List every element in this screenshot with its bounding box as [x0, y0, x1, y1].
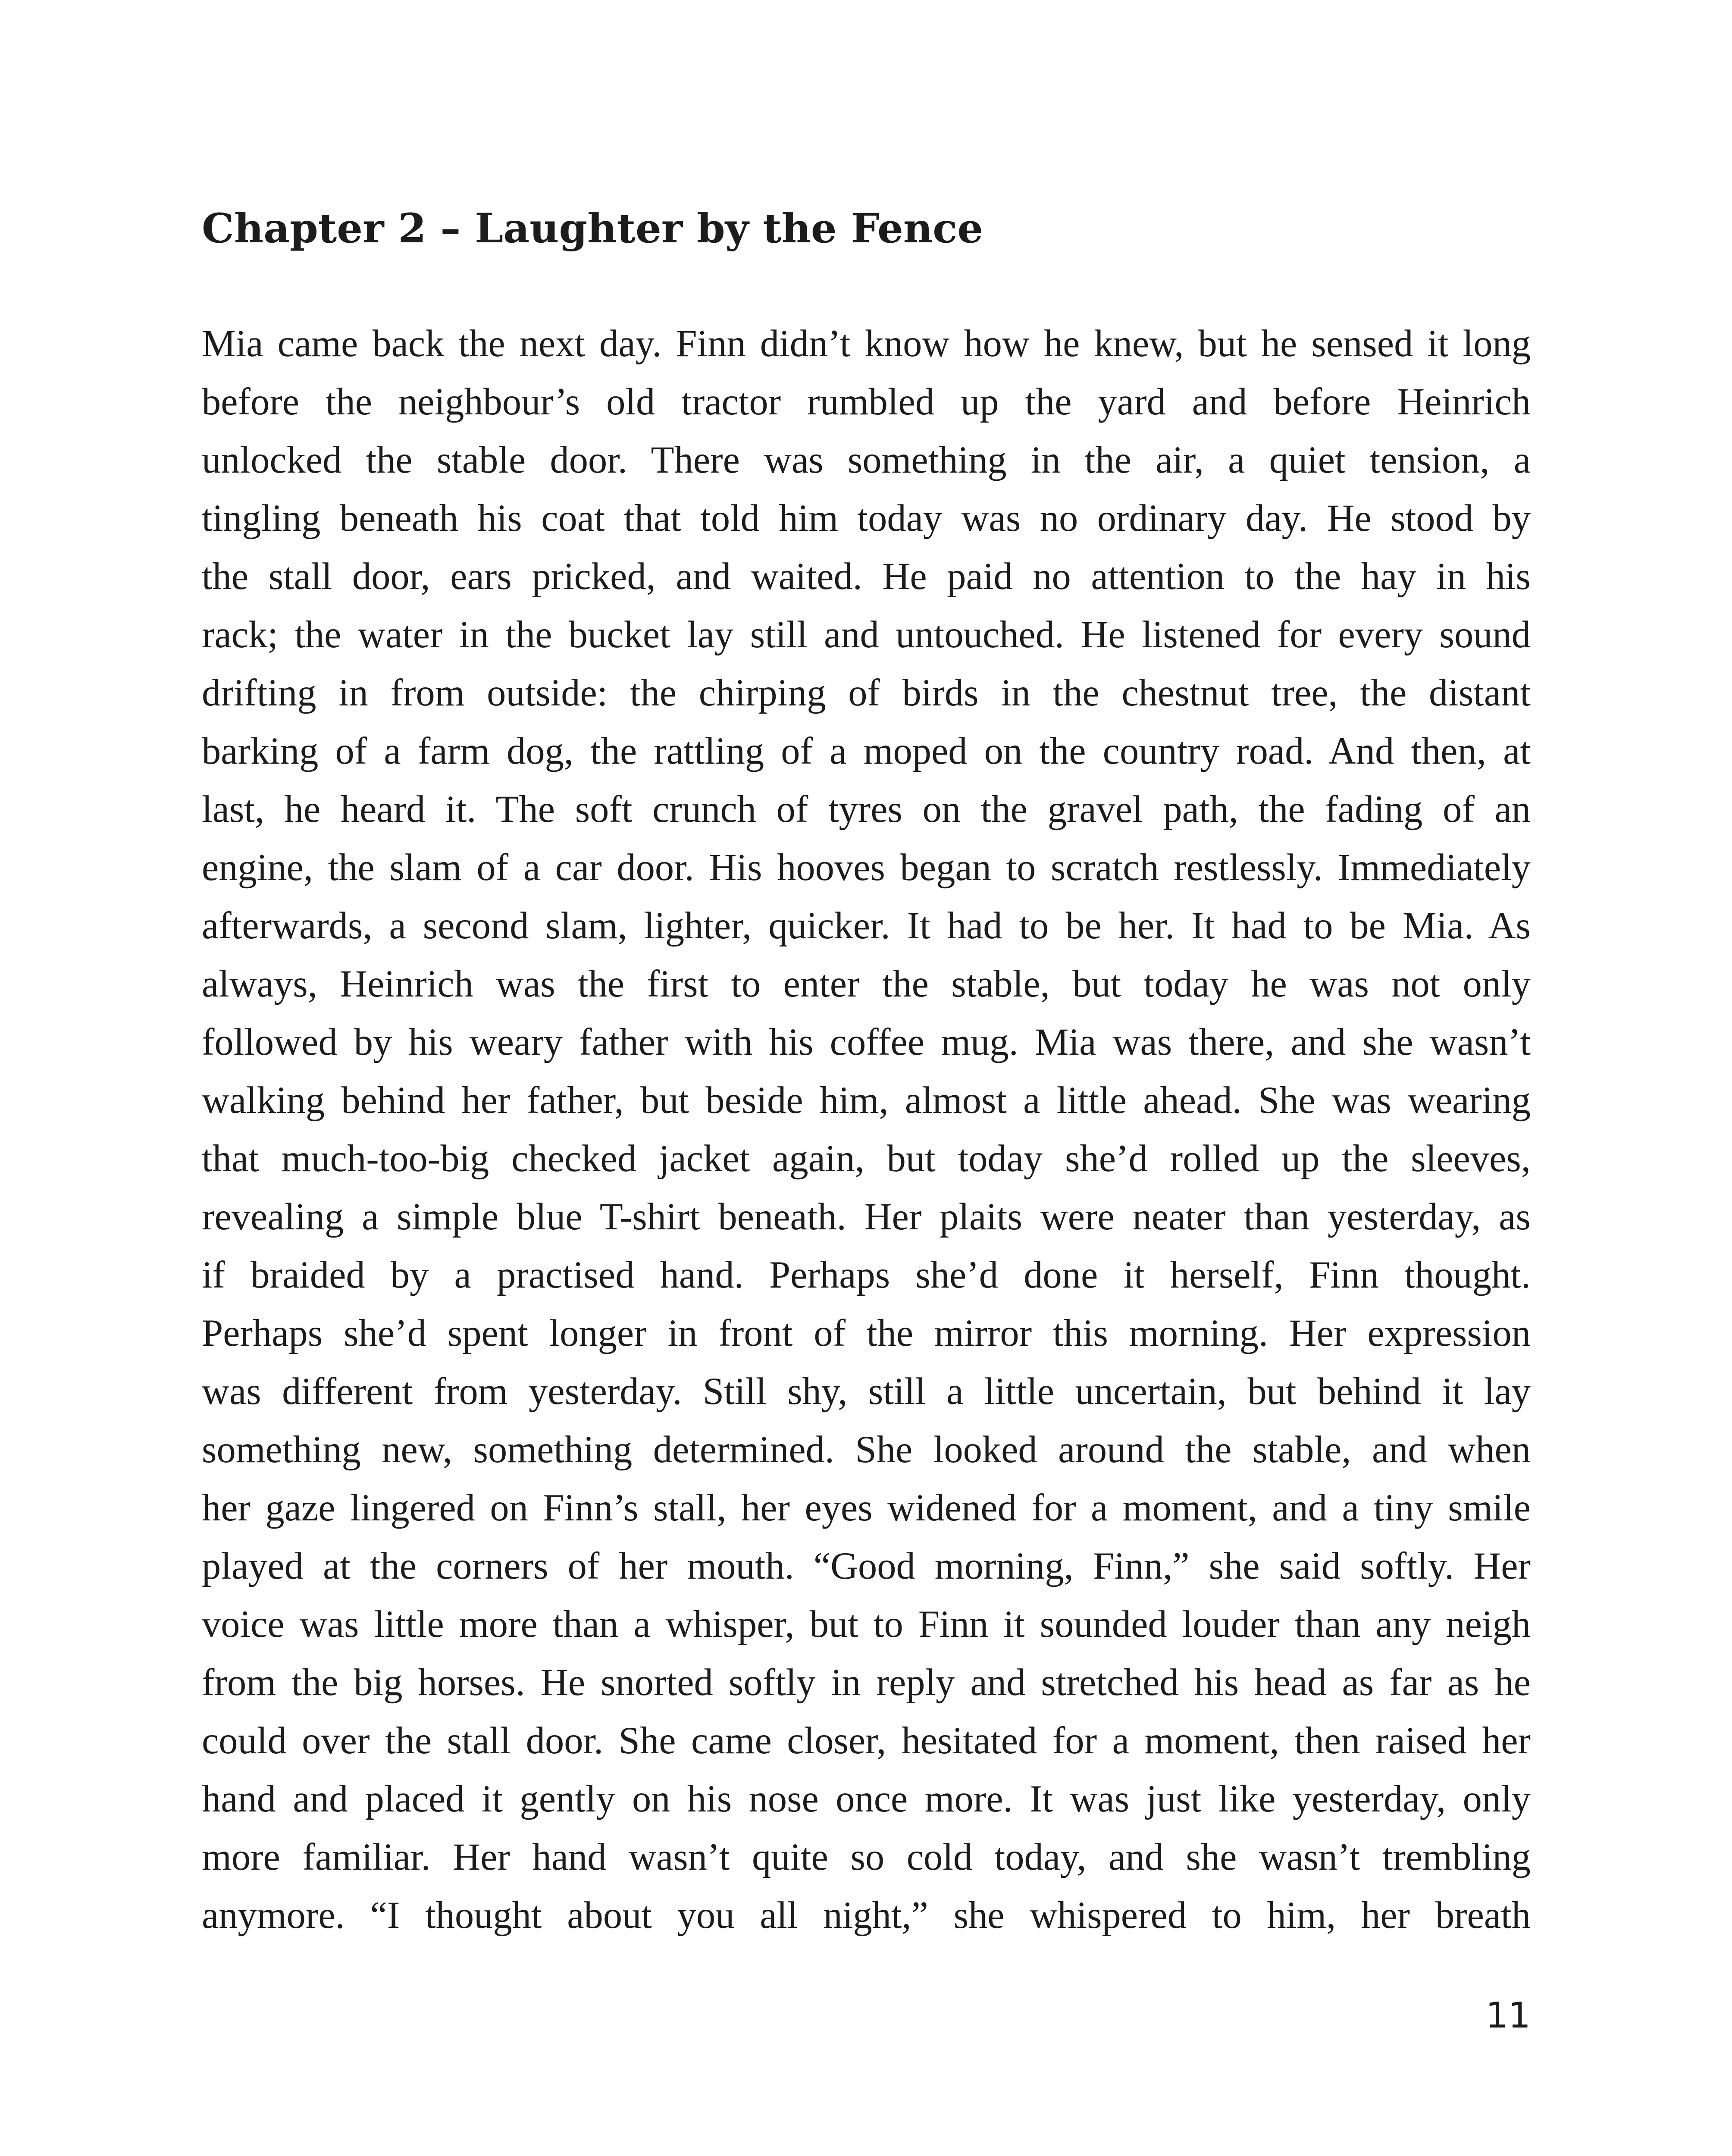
- text-line-25: could over the stall door. She came closer, hesitated for a moment, then raised her: [202, 1720, 1531, 1762]
- text-line-23: voice was little more than a whisper, but to Finn it sounded louder than any neigh: [202, 1603, 1531, 1645]
- text-line-16: revealing a simple blue T-shirt beneath. Her plaits were neater than yesterday, as: [202, 1196, 1531, 1238]
- text-line-6: rack; the water in the bucket lay still and untouched. He listened for every sound: [202, 614, 1531, 656]
- text-line-28: anymore. “I thought about you all night,” she whispered to him, her breath: [202, 1894, 1531, 1937]
- page-number: 11: [1485, 1995, 1531, 2036]
- text-line-20: something new, something determined. She looked around the stable, and when: [202, 1429, 1531, 1471]
- text-line-10: engine, the slam of a car door. His hooves began to scratch restlessly. Immediately: [202, 846, 1531, 889]
- text-line-24: from the big horses. He snorted softly in reply and stretched his head as far as he: [202, 1661, 1531, 1704]
- text-line-9: last, he heard it. The soft crunch of tyres on the gravel path, the fading of an: [202, 788, 1531, 830]
- text-line-8: barking of a farm dog, the rattling of a moped on the country road. And then, at: [202, 730, 1531, 772]
- text-line-18: Perhaps she’d spent longer in front of the mirror this morning. Her expression: [202, 1312, 1531, 1354]
- text-line-5: the stall door, ears pricked, and waited. He paid no attention to the hay in his: [202, 555, 1531, 598]
- text-line-27: more familiar. Her hand wasn’t quite so cold today, and she wasn’t trembling: [202, 1836, 1531, 1878]
- text-line-3: unlocked the stable door. There was something in the air, a quiet tension, a: [202, 439, 1531, 481]
- text-line-14: walking behind her father, but beside him, almost a little ahead. She was wearing: [202, 1079, 1531, 1122]
- text-line-22: played at the corners of her mouth. “Good morning, Finn,” she said softly. Her: [202, 1545, 1531, 1587]
- text-line-15: that much-too-big checked jacket again, but today she’d rolled up the sleeves,: [202, 1138, 1531, 1180]
- text-line-21: her gaze lingered on Finn’s stall, her eyes widened for a moment, and a tiny smile: [202, 1487, 1531, 1529]
- text-line-1: Mia came back the next day. Finn didn’t know how he knew, but he sensed it long: [202, 323, 1531, 365]
- body-paragraph: [202, 315, 1531, 1945]
- text-line-11: afterwards, a second slam, lighter, quicker. It had to be her. It had to be Mia. As: [202, 905, 1531, 947]
- text-line-7: drifting in from outside: the chirping of birds in the chestnut tree, the distant: [202, 672, 1531, 714]
- text-line-2: before the neighbour’s old tractor rumbled up the yard and before Heinrich: [202, 381, 1531, 423]
- text-line-12: always, Heinrich was the first to enter the stable, but today he was not only: [202, 963, 1531, 1005]
- text-line-17: if braided by a practised hand. Perhaps she’d done it herself, Finn thought.: [202, 1254, 1531, 1296]
- text-line-13: followed by his weary father with his coffee mug. Mia was there, and she wasn’t: [202, 1021, 1531, 1063]
- text-line-26: hand and placed it gently on his nose once more. It was just like yesterday, only: [202, 1778, 1531, 1820]
- text-line-19: was different from yesterday. Still shy, still a little uncertain, but behind it lay: [202, 1370, 1531, 1413]
- text-line-4: tingling beneath his coat that told him today was no ordinary day. He stood by: [202, 497, 1531, 539]
- chapter-title: Chapter 2 – Laughter by the Fence: [202, 205, 983, 252]
